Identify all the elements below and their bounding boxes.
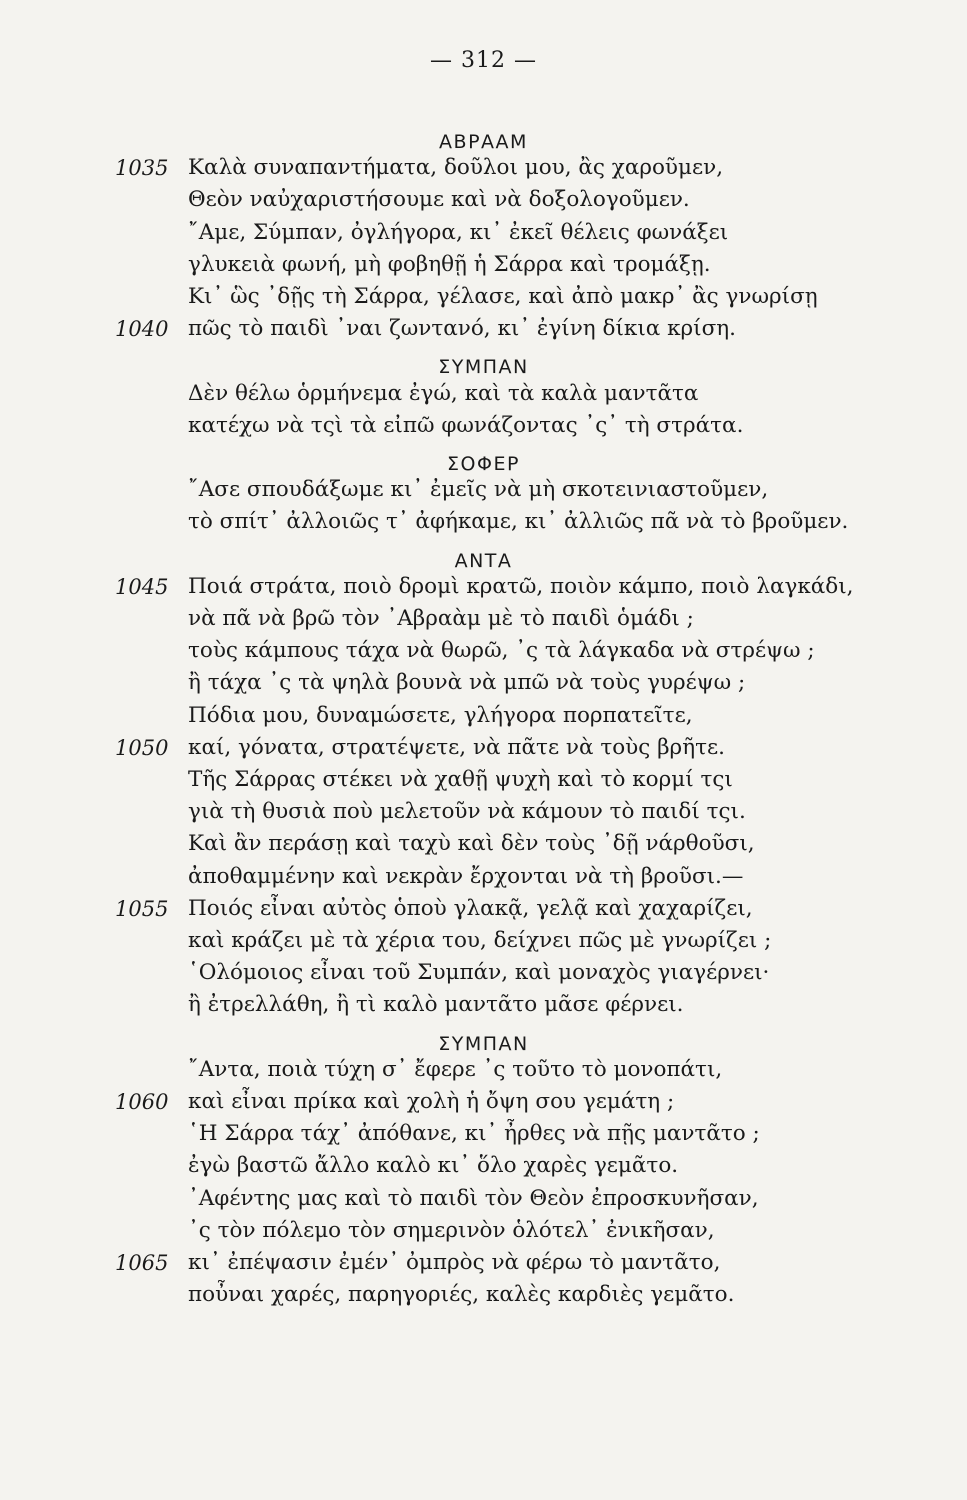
verse-line	[0, 507, 967, 537]
verse-text: ἐγὼ βαστῶ ἄλλο καλὸ κι᾽ ὅλο χαρὲς γεμᾶτο.	[188, 1153, 679, 1179]
verse-line	[0, 668, 967, 698]
verse-line	[0, 990, 967, 1020]
verse-text: ῾Ολόμοιος εἶναι τοῦ Συμπάν, καὶ μοναχὸς γιαγέρνει·	[188, 960, 770, 986]
speaker-heading: ΑΒΡΑΑΜ	[439, 131, 528, 153]
line-number: 1045	[115, 574, 169, 599]
verse-text: καὶ κράζει μὲ τὰ χέρια του, δείχνει πῶς μὲ γνωρίζει ;	[188, 928, 772, 953]
verse-text: Καὶ ἂν περάσῃ καὶ ταχὺ καὶ δὲν τοὺς ᾽δῇ νάρθοῦσι,	[188, 831, 755, 857]
verse-text: κατέχω νὰ τςὶ τὰ εἰπῶ φωνάζοντας ᾽ς᾽ τὴ στράτα.	[188, 412, 744, 438]
verse-line	[0, 572, 967, 602]
verse-text: τοὺς κάμπους τάχα νὰ θωρῶ, ᾽ς τὰ λάγκαδα νὰ στρέψω ;	[188, 638, 815, 664]
verse-text: ἢ ἐτρελλάθη, ἢ τὶ καλὸ μαντᾶτο μᾶσε φέρνει.	[188, 992, 684, 1018]
verse-text: Κι᾽ ὣς ᾽δῇς τὴ Σάρρα, γέλασε, καὶ ἀπὸ μακρ᾽ ἂς γνωρίσῃ	[188, 284, 818, 309]
verse-line	[0, 604, 967, 634]
verse-line	[0, 282, 967, 312]
verse-line	[0, 1087, 967, 1117]
verse-text: Θεὸν ναὐχαριστήσουμε καὶ νὰ δοξολογοῦμεν.	[188, 187, 690, 213]
verse-line	[0, 733, 967, 763]
page-number: — 312 —	[430, 48, 537, 73]
verse-line	[0, 765, 967, 795]
verse-line	[0, 1184, 967, 1214]
verse-line	[0, 218, 967, 248]
verse-line	[0, 862, 967, 892]
verse-line	[0, 475, 967, 505]
line-number: 1055	[115, 896, 169, 921]
verse-line	[0, 1055, 967, 1085]
verse-text: ᾽ς τὸν πόλεμο τὸν σημερινὸν ὁλότελ᾽ ἐνικῆσαν,	[188, 1217, 715, 1243]
verse-line	[0, 153, 967, 183]
speaker-heading: ΣΥΜΠΑΝ	[438, 1032, 529, 1055]
verse-line	[0, 379, 967, 409]
speaker-heading: ΣΥΜΠΑΝ	[438, 356, 529, 379]
verse-text: ποὖναι χαρές, παρηγοριές, καλὲς καρδιὲς γεμᾶτο.	[188, 1282, 735, 1308]
verse-text: ἢ τάχα ᾽ς τὰ ψηλὰ βουνὰ νὰ μπῶ νὰ τοὺς γυρέψω ;	[188, 670, 746, 696]
verse-line	[0, 1151, 967, 1181]
verse-text: ῎Αντα, ποιὰ τύχη σ᾽ ἔφερε ᾽ς τοῦτο τὸ μονοπάτι,	[188, 1056, 723, 1082]
verse-text: κι᾽ ἐπέψασιν ἐμέν᾽ ὀμπρὸς νὰ φέρω τὸ μαντᾶτο,	[188, 1250, 721, 1275]
verse-line	[0, 1248, 967, 1278]
verse-text: καὶ εἶναι πρίκα καὶ χολὴ ἡ ὄψη σου γεμάτη ;	[188, 1089, 675, 1114]
verse-line	[0, 636, 967, 666]
verse-text: Δὲν θέλω ὁρμήνεμα ἐγώ, καὶ τὰ καλὰ μαντᾶτα	[188, 380, 699, 406]
verse-text: ᾽Αφέντης μας καὶ τὸ παιδὶ τὸν Θεὸν ἐπροσκυνῆσαν,	[188, 1185, 759, 1211]
verse-text: ῎Ασε σπουδάξωμε κι᾽ ἐμεῖς νὰ μὴ σκοτεινιαστοῦμεν,	[188, 477, 769, 503]
verse-text: νὰ πᾶ νὰ βρῶ τὸν ᾽Αβραὰμ μὲ τὸ παιδὶ ὁμάδι ;	[188, 606, 694, 631]
verse-text: γιὰ τὴ θυσιὰ ποὺ μελετοῦν νὰ κάμουν τὸ παιδί τςι.	[188, 799, 746, 825]
verse-line	[0, 250, 967, 280]
verse-text: πῶς τὸ παιδὶ ᾽ναι ζωντανό, κι᾽ ἐγίνη δίκια κρίση.	[188, 316, 736, 342]
verse-line	[0, 314, 967, 344]
verse-line	[0, 797, 967, 827]
line-number: 1040	[115, 317, 169, 342]
line-number: 1065	[115, 1251, 169, 1275]
verse-text: Πόδια μου, δυναμώσετε, γλήγορα πορπατεῖτε,	[188, 702, 693, 728]
verse-text: καί, γόνατα, στρατέψετε, νὰ πᾶτε νὰ τοὺς βρῆτε.	[188, 734, 725, 760]
verse-line	[0, 926, 967, 956]
speaker-heading: ΣΟΦΕΡ	[447, 453, 520, 475]
verse-text: Ποιός εἶναι αὐτὸς ὁποὺ γλακᾷ, γελᾷ καὶ χαχαρίζει,	[188, 895, 753, 921]
verse-text: Καλὰ συναπαντήματα, δοῦλοι μου, ἂς χαροῦμεν,	[188, 155, 724, 181]
verse-text: ῾Η Σάρρα τάχ᾽ ἀπόθανε, κι᾽ ἦρθες νὰ πῇς μαντᾶτο ;	[188, 1121, 760, 1147]
line-number: 1060	[115, 1090, 169, 1114]
verse-line	[0, 1216, 967, 1246]
verse-line	[0, 701, 967, 731]
speaker-heading: ΑΝΤΑ	[454, 549, 513, 572]
verse-line	[0, 185, 967, 215]
line-number: 1035	[115, 156, 169, 181]
verse-text: ῎Αμε, Σύμπαν, ὀγλήγορα, κι᾽ ἐκεῖ θέλεις φωνάξει	[188, 219, 729, 245]
verse-text: ἀποθαμμένην καὶ νεκρὰν ἔρχονται νὰ τὴ βροῦσι.—	[188, 863, 744, 889]
line-number: 1050	[115, 735, 169, 760]
verse-line	[0, 411, 967, 441]
verse-line	[0, 1280, 967, 1310]
verse-line	[0, 958, 967, 988]
verse-text: γλυκειὰ φωνή, μὴ φοβηθῇ ἡ Σάρρα καὶ τρομάξῃ.	[188, 251, 711, 277]
verse-text: τὸ σπίτ᾽ ἀλλοιῶς τ᾽ ἀφήκαμε, κι᾽ ἀλλιῶς πᾶ νὰ τὸ βροῦμεν.	[188, 509, 849, 535]
verse-text: Τῆς Σάρρας στέκει νὰ χαθῇ ψυχὴ καὶ τὸ κορμί τςι	[188, 767, 733, 792]
verse-line	[0, 829, 967, 859]
verse-text: Ποιά στράτα, ποιὸ δρομὶ κρατῶ, ποιὸν κάμπο, ποιὸ λαγκάδι,	[188, 573, 854, 599]
verse-line	[0, 894, 967, 924]
verse-line	[0, 1119, 967, 1149]
